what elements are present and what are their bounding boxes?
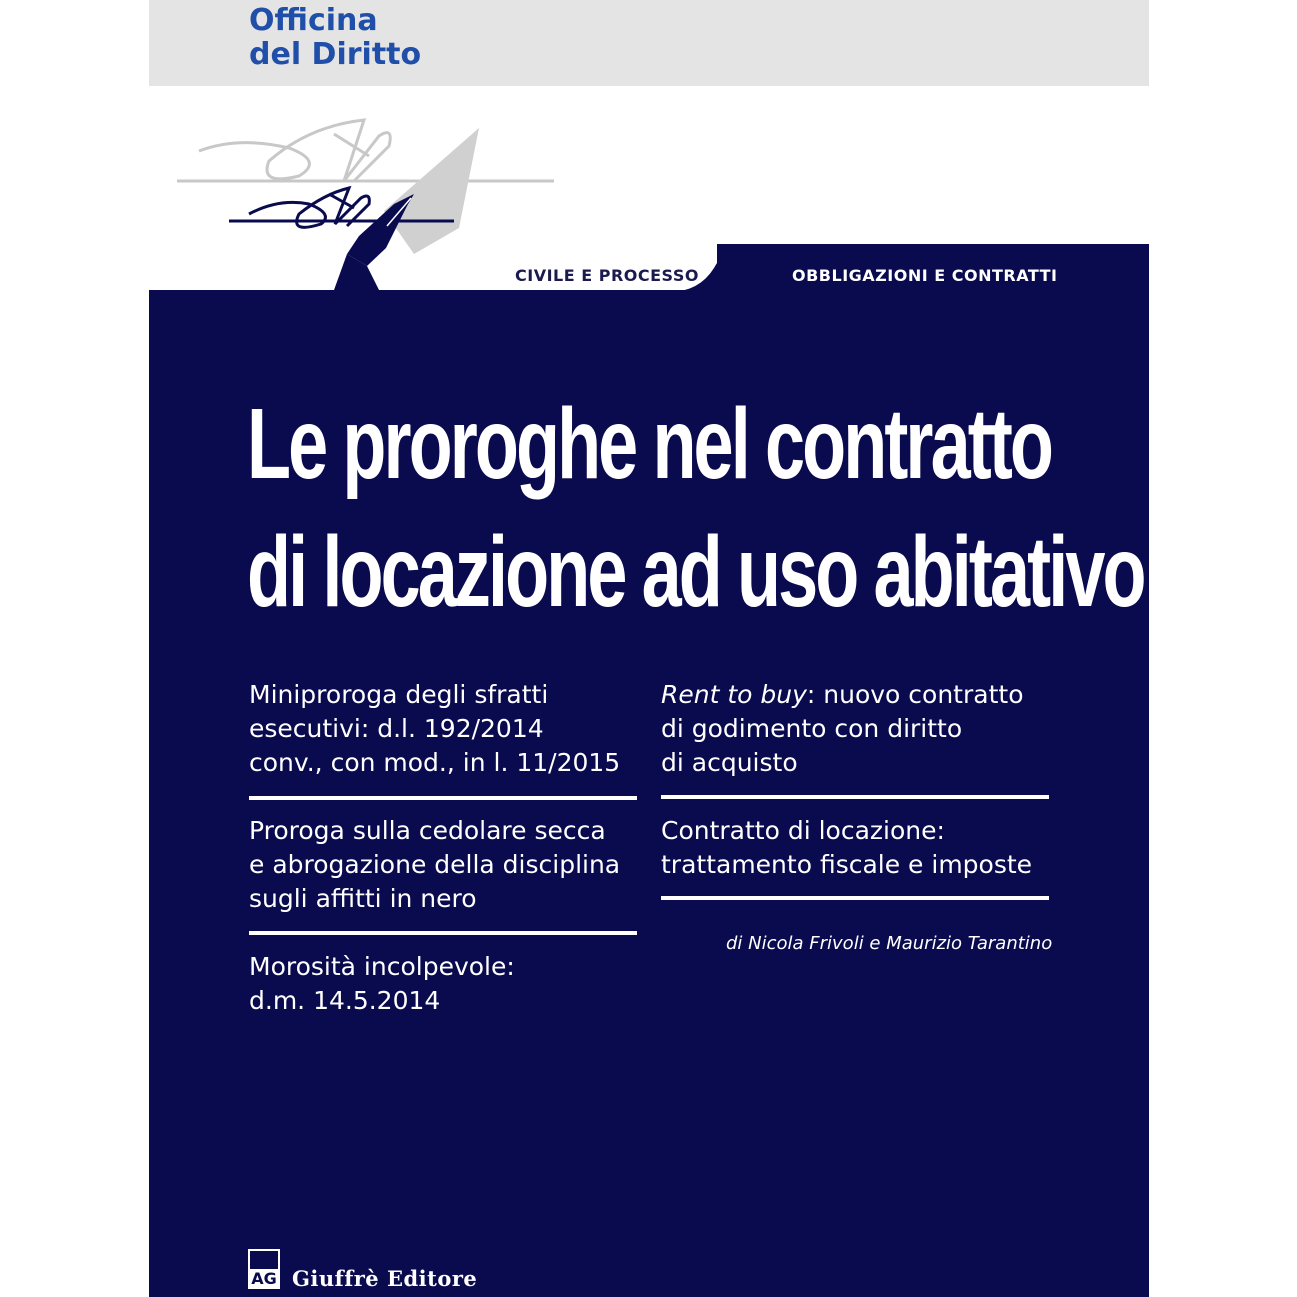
topic-line: sugli affitti in nero — [249, 884, 477, 913]
divider-rule — [249, 796, 637, 800]
series-line-1: Officina — [249, 3, 378, 38]
topic-line: Proroga sulla cedolare secca — [249, 816, 606, 845]
series-band — [149, 0, 1149, 86]
topic-contratto-locazione — [661, 814, 1032, 882]
topic-line: Miniproroga degli sfratti — [249, 680, 549, 709]
signature-scribble-icon — [177, 120, 554, 181]
book-cover — [149, 0, 1149, 1297]
topic-line: d.m. 14.5.2014 — [249, 986, 441, 1015]
title-line-2: di locazione ad uso abitativo — [247, 516, 1144, 628]
book-title — [247, 380, 1144, 636]
topic-line: di godimento con diritto — [661, 714, 963, 743]
series-line-2: del Diritto — [249, 37, 422, 72]
category-obbligazioni: OBBLIGAZIONI E CONTRATTI — [792, 266, 1058, 285]
topic-morosita — [249, 950, 515, 1018]
publisher-motto — [250, 1251, 278, 1269]
topic-line: trattamento fiscale e imposte — [661, 850, 1033, 879]
topic-rent-to-buy — [661, 678, 1023, 780]
series-logo — [249, 4, 421, 72]
topic-line: esecutivi: d.l. 192/2014 — [249, 714, 544, 743]
title-line-1: Le proroghe nel contratto — [247, 388, 1052, 500]
topic-line — [661, 678, 1023, 712]
category-civile: CIVILE E PROCESSO — [515, 266, 699, 285]
authors: di Nicola Frivoli e Maurizio Tarantino — [726, 933, 1053, 954]
publisher-name: Giuffrè Editore — [292, 1266, 478, 1291]
divider-rule — [661, 795, 1049, 799]
topic-cedolare — [249, 814, 620, 916]
publisher-logo-text: AG — [251, 1269, 277, 1288]
topic-line: e abrogazione della disciplina — [249, 850, 621, 879]
publisher-logo-icon — [248, 1249, 280, 1289]
fountain-pen-icon — [384, 128, 479, 254]
topic-line: conv., con mod., in l. 11/2015 — [249, 748, 621, 777]
divider-rule — [661, 896, 1049, 900]
rent-to-buy-italic: Rent to buy — [661, 680, 807, 709]
topic-line: Morosità incolpevole: — [249, 952, 515, 981]
divider-rule — [249, 931, 637, 935]
topic-line-rest: : nuovo contratto — [806, 680, 1024, 709]
topic-miniproroga — [249, 678, 620, 780]
topic-line: di acquisto — [661, 748, 798, 777]
topic-line: Contratto di locazione: — [661, 816, 945, 845]
